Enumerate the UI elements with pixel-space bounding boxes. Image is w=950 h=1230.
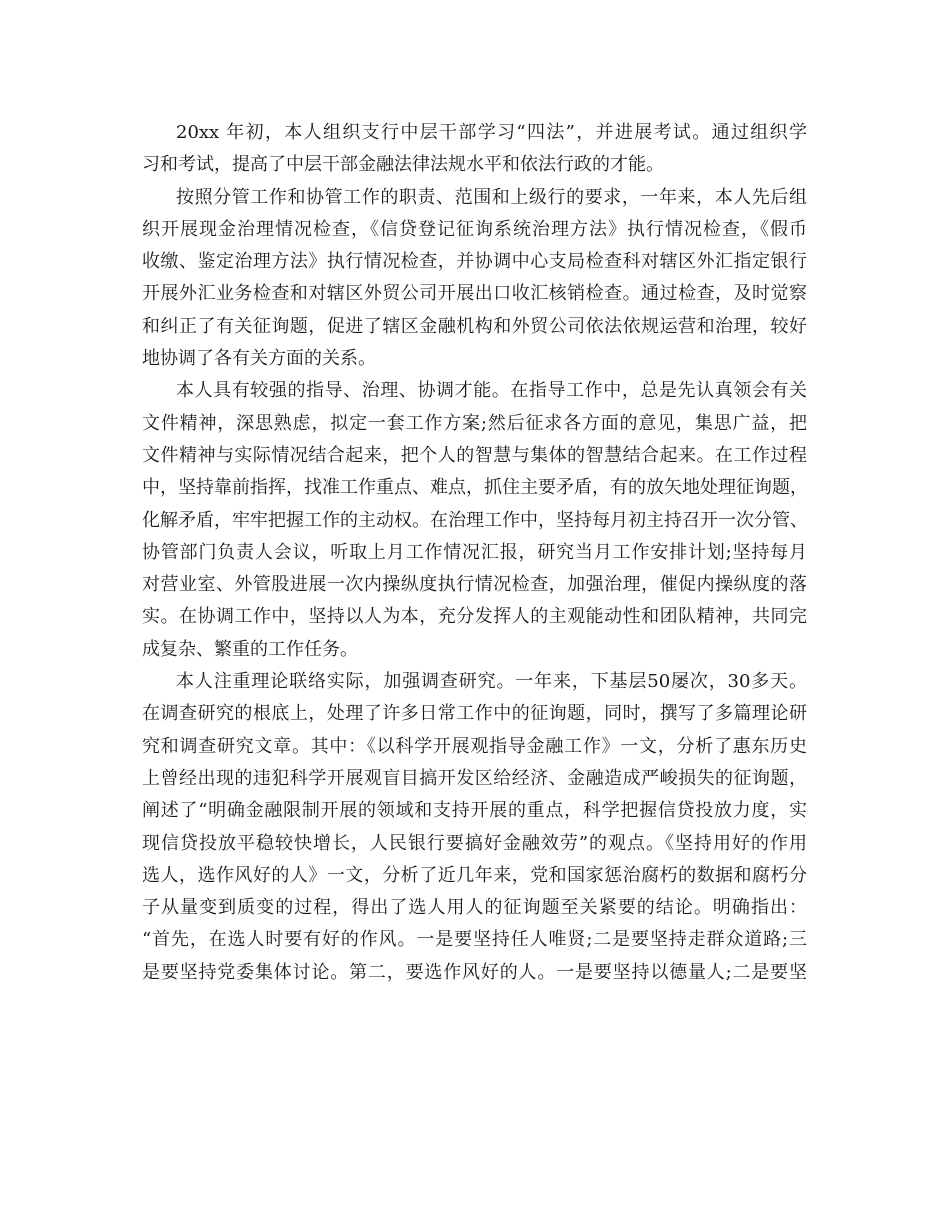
paragraph-4-line-3: 究和调查研究文章。其中：《以科学开展观指导金融工作》一文，分析了惠东历史 xyxy=(142,735,807,757)
paragraph-3-line-5: 化解矛盾，牢牢把握工作的主动权。在治理工作中，坚持每月初主持召开一次分管、 xyxy=(142,509,808,531)
paragraph-2-line-4: 开展外汇业务检查和对辖区外贸公司开展出口收汇核销检查。通过检查，及时觉察 xyxy=(142,283,807,305)
paragraph-3-line-2: 文件精神，深思熟虑，拟定一套工作方案;然后征求各方面的意见，集思广益，把 xyxy=(142,412,807,434)
paragraph-3-line-3: 文件精神与实际情况结合起来，把个人的智慧与集体的智慧结合起来。在工作过程 xyxy=(142,444,807,466)
paragraph-2-line-1: 按照分管工作和协管工作的职责、范围和上级行的要求，一年来，本人先后组 xyxy=(176,186,807,208)
paragraph-3-line-6: 协管部门负责人会议，听取上月工作情况汇报，研究当月工作安排计划;坚持每月 xyxy=(142,541,807,563)
paragraph-4-line-10: 是要坚持党委集体讨论。第二，要选作风好的人。一是要坚持以德量人;二是要坚 xyxy=(142,961,807,983)
paragraph-3-line-7: 对营业室、外管股进展一次内操纵度执行情况检查，加强治理，催促内操纵度的落 xyxy=(142,574,807,596)
paragraph-2-line-2: 织开展现金治理情况检查，《信贷登记征询系统治理方法》执行情况检查，《假币 xyxy=(142,218,807,240)
paragraph-2-line-3: 收缴、鉴定治理方法》执行情况检查，并协调中心支局检查科对辖区外汇指定银行 xyxy=(142,251,807,273)
paragraph-4-line-9: “首先，在选人时要有好的作风。一是要坚持任人唯贤;二是要坚持走群众道路;三 xyxy=(142,929,807,951)
paragraph-3-line-4: 中，坚持靠前指挥，找准工作重点、难点，抓住主要矛盾，有的放矢地处理征询题， xyxy=(142,477,808,499)
document-body xyxy=(142,117,807,989)
paragraph-4-line-1: 本人注重理论联络实际，加强调查研究。一年来，下基层50屡次，30多天。 xyxy=(176,671,807,693)
paragraph-1-line-1: 20xx 年初，本人组织支行中层干部学习“四法”，并进展考试。通过组织学 xyxy=(176,122,807,143)
paragraph-4-line-4: 上曾经出现的违犯科学开展观盲目搞开发区给经济、金融造成严峻损失的征询题， xyxy=(142,767,807,789)
paragraph-4-line-8: 子从量变到质变的过程，得出了选人用人的征询题至关紧要的结论。明确指出： xyxy=(142,897,807,919)
paragraph-2-line-6: 地协调了各有关方面的关系。 xyxy=(142,348,376,370)
paragraph-3-line-8: 实。在协调工作中，坚持以人为本，充分发挥人的主观能动性和团队精神，共同完 xyxy=(142,606,807,628)
paragraph-3-line-9: 成复杂、繁重的工作任务。 xyxy=(142,638,358,660)
paragraph-4-line-7: 选人，选作风好的人》一文，分析了近几年来，党和国家惩治腐朽的数据和腐朽分 xyxy=(142,864,807,886)
paragraph-3-line-1: 本人具有较强的指导、治理、协调才能。在指导工作中，总是先认真领会有关 xyxy=(176,380,807,402)
paragraph-1-line-2: 习和考试，提高了中层干部金融法律法规水平和依法行政的才能。 xyxy=(142,154,664,176)
paragraph-2-line-5: 和纠正了有关征询题，促进了辖区金融机构和外贸公司依法依规运营和治理，较好 xyxy=(142,315,807,337)
paragraph-4-line-2: 在调查研究的根底上，处理了许多日常工作中的征询题，同时，撰写了多篇理论研 xyxy=(142,703,807,725)
paragraph-4-line-6: 现信贷投放平稳较快增长，人民银行要搞好金融效劳”的观点。《坚持用好的作用 xyxy=(142,832,807,854)
paragraph-4-line-5: 阐述了“明确金融限制开展的领域和支持开展的重点，科学把握信贷投放力度，实 xyxy=(142,800,807,822)
